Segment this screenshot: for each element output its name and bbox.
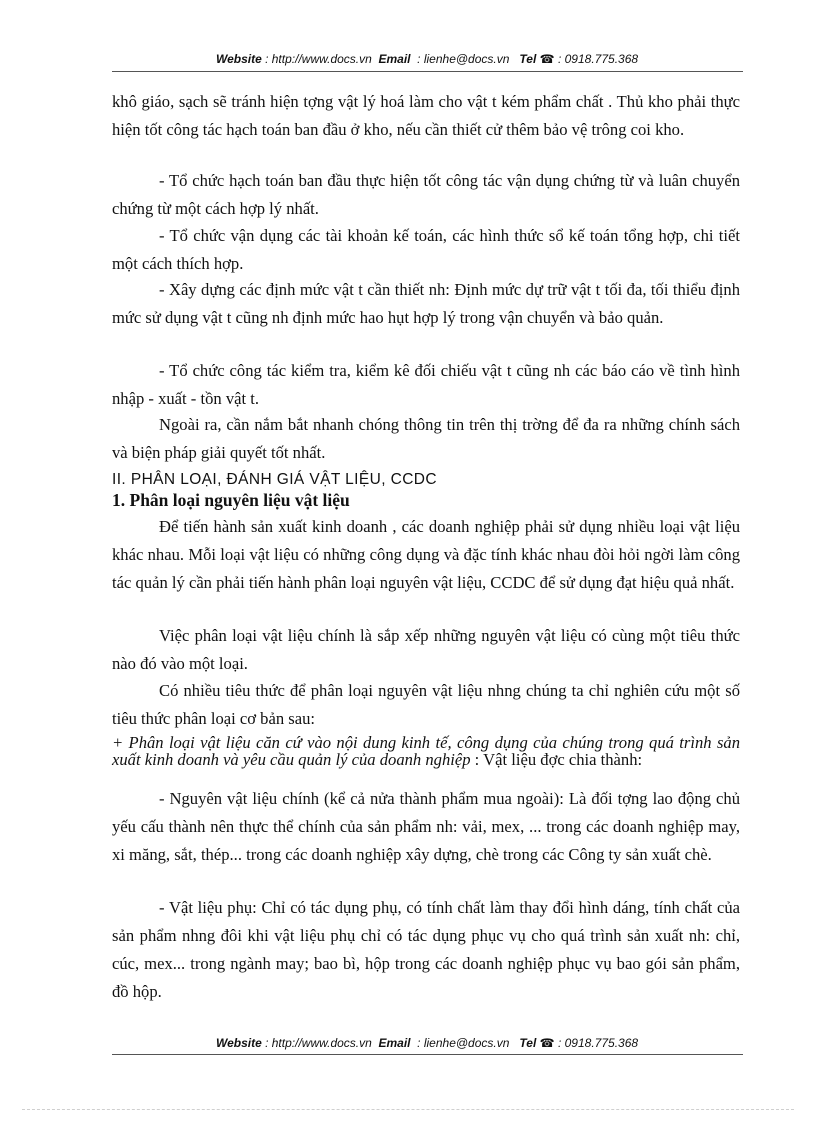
paragraph-11: - Nguyên vật liệu chính (kể cả nửa thành phẩm mua ngoài): Là đối tợng lao động chủ yếu cấu thành nên thực thể chính của sản phẩm nh: vải, mex, ... trong các doanh nghiệp may, xi măng, sắt, thép... trong các doanh nghiệp xây dựng, chè trong các Công ty sản xuất chè. (112, 789, 740, 864)
website-label: Website (215, 52, 262, 66)
header-rule (112, 71, 743, 72)
paragraph-7: Để tiến hành sản xuất kinh doanh , các doanh nghiệp phải sử dụng nhiều loại vật liệu khác nhau. Mỗi loại vật liệu có những công dụng và đặc tính khác nhau đòi hỏi ngời làm công tác quản lý cần phải tiến hành phân loại nguyên vật liệu, CCDC để sử dụng đạt hiệu quả nhất. (112, 517, 740, 592)
classification-tail: : Vật liệu đợc chia thành: (470, 750, 643, 769)
tel-value: : 0918.775.368 (557, 52, 639, 66)
tel-label: Tel (519, 52, 537, 66)
paragraph-2: - Tổ chức hạch toán ban đầu thực hiện tốt công tác vận dụng chứng từ và luân chuyển chứng từ một cách hợp lý nhất. (112, 171, 740, 218)
footer-tel-value: : 0918.775.368 (557, 1036, 639, 1050)
section-heading: II. PHÂN LOẠI, ĐÁNH GIÁ VẬT LIỆU, CCDC (112, 471, 437, 488)
footer-email-value: : lienhe@docs.vn (417, 1036, 510, 1050)
paragraph-12: - Vật liệu phụ: Chỉ có tác dụng phụ, có tính chất làm thay đổi hình dáng, tính chất của sản phẩm nhng đôi khi vật liệu phụ chỉ có tác dụng phục vụ cho quá trình sản xuất nh: chỉ, cúc, mex... trong ngành may; bao bì, hộp trong các doanh nghiệp phục vụ bao gói sản phẩm, đồ hộp. (112, 898, 740, 1001)
paragraph-3: - Tổ chức vận dụng các tài khoản kế toán, các hình thức sổ kế toán tổng hợp, chi tiết một cách thích hợp. (112, 226, 740, 273)
paragraph-8: Việc phân loại vật liệu chính là sắp xếp những nguyên vật liệu có cùng một tiêu thức nào đó vào một loại. (112, 626, 740, 673)
paragraph-10 (112, 734, 740, 768)
page-footer (112, 1036, 742, 1050)
footer-tel-label: Tel (519, 1036, 537, 1050)
subsection-heading: 1. Phân loại nguyên liệu vật liệu (112, 490, 350, 510)
paragraph-6: Ngoài ra, cần nắm bắt nhanh chóng thông tin trên thị trờng để đa ra những chính sách và biện pháp giải quyết tốt nhất. (112, 415, 740, 462)
phone-icon: ☎ (539, 52, 555, 66)
page-boundary (22, 1109, 794, 1110)
paragraph-5: - Tổ chức công tác kiểm tra, kiểm kê đối chiếu vật t cũng nh các báo cáo về tình hình nhập - xuất - tồn vật t. (112, 361, 740, 408)
paragraph-4: - Xây dựng các định mức vật t cần thiết nh: Định mức dự trữ vật t tối đa, tối thiểu định mức sử dụng vật t cũng nh định mức hao hụt hợp lý trong vận chuyển và bảo quản. (112, 280, 740, 327)
footer-phone-icon: ☎ (539, 1036, 555, 1050)
footer-website-value: : http://www.docs.vn (265, 1036, 372, 1050)
footer-rule (112, 1054, 743, 1055)
email-label: Email (378, 52, 411, 66)
website-value: : http://www.docs.vn (265, 52, 372, 66)
paragraph-1: khô giáo, sạch sẽ tránh hiện tợng vật lý hoá làm cho vật t kém phẩm chất . Thủ kho phải thực hiện tốt công tác hạch toán ban đầu ở kho, nếu cần thiết cử thêm bảo vệ trông coi kho. (112, 92, 740, 139)
classification-criterion: + Phân loại vật liệu căn cứ vào nội dung kinh tế, công dụng của chúng trong quá trình sản xuất kinh doanh và yêu cầu quản lý của doanh nghiệp (112, 733, 740, 769)
footer-website-label: Website (215, 1036, 262, 1050)
paragraph-9: Có nhiều tiêu thức để phân loại nguyên vật liệu nhng chúng ta chỉ nghiên cứu một số tiêu thức phân loại cơ bản sau: (112, 681, 740, 728)
footer-email-label: Email (378, 1036, 411, 1050)
email-value: : lienhe@docs.vn (417, 52, 510, 66)
page-header (112, 52, 742, 66)
